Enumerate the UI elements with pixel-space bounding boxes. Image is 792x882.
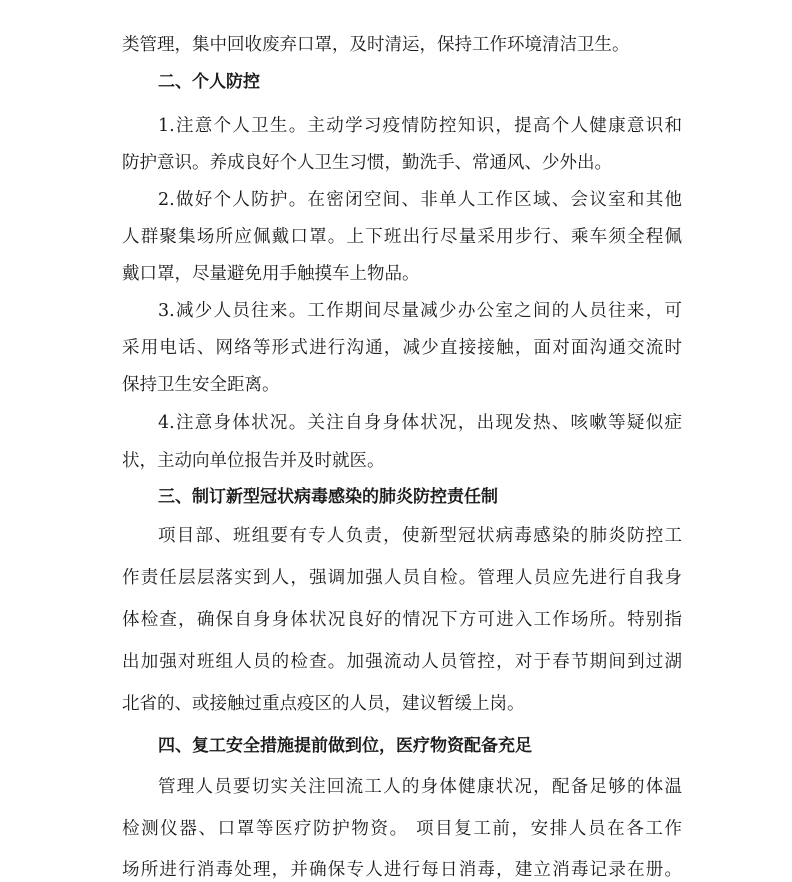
paragraph-line: 4.注意身体状况。关注自身身体状况，出现发热、咳嗽等疑似症 xyxy=(158,413,682,433)
paragraph-line: 北省的、或接触过重点疫区的人员，建议暂缓上岗。 xyxy=(122,694,525,714)
paragraph-line: 类管理，集中回收废弃口罩，及时清运，保持工作环境清洁卫生。 xyxy=(122,35,630,55)
paragraph-line: 管理人员要切实关注回流工人的身体健康状况，配备足够的体温 xyxy=(158,777,682,797)
paragraph-line: 项目部、班组要有专人负责，使新型冠状病毒感染的肺炎防控工 xyxy=(158,526,682,546)
section-heading-responsibility-system: 三、制订新型冠状病毒感染的肺炎防控责任制 xyxy=(158,487,498,507)
paragraph-line: 状，主动向单位报告并及时就医。 xyxy=(122,451,385,471)
paragraph-line: 1.注意个人卫生。主动学习疫情防控知识，提高个人健康意识和 xyxy=(158,116,682,136)
section-heading-resumption-safety: 四、复工安全措施提前做到位，医疗物资配备充足 xyxy=(158,736,532,756)
paragraph-line: 检测仪器、口罩等医疗防护物资。 项目复工前，安排人员在各工作 xyxy=(122,819,682,839)
paragraph-line: 人群聚集场所应佩戴口罩。上下班出行尽量采用步行、乘车须全程佩 xyxy=(122,227,682,247)
paragraph-line: 场所进行消毒处理，并确保专人进行每日消毒，建立消毒记录在册。 xyxy=(122,860,682,880)
section-heading-personal-protection: 二、个人防控 xyxy=(158,72,260,92)
paragraph-line: 3.减少人员往来。工作期间尽量减少办公室之间的人员往来，可 xyxy=(158,301,682,321)
paragraph-line: 2.做好个人防护。在密闭空间、非单人工作区域、会议室和其他 xyxy=(158,190,682,210)
paragraph-line: 体检查，确保自身身体状况良好的情况下方可进入工作场所。特别指 xyxy=(122,610,682,630)
paragraph-line: 出加强对班组人员的检查。加强流动人员管控，对于春节期间到过湖 xyxy=(122,652,682,672)
paragraph-line: 防护意识。养成良好个人卫生习惯，勤洗手、常通风、少外出。 xyxy=(122,153,612,173)
paragraph-line: 戴口罩，尽量避免用手触摸车上物品。 xyxy=(122,264,420,284)
paragraph-line: 保持卫生安全距离。 xyxy=(122,375,280,395)
paragraph-line: 采用电话、网络等形式进行沟通，减少直接接触，面对面沟通交流时 xyxy=(122,338,682,358)
paragraph-line: 作责任层层落实到人，强调加强人员自检。管理人员应先进行自我身 xyxy=(122,568,682,588)
